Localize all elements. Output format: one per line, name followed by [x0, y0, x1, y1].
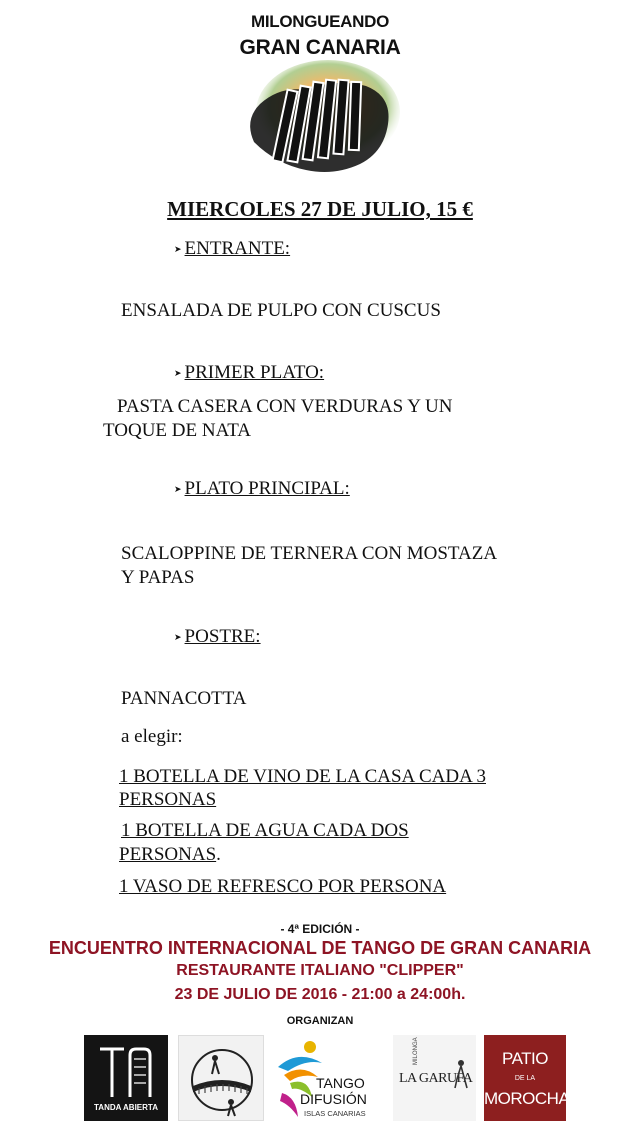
tanda-abierta-label: TANDA ABIERTA — [94, 1103, 158, 1112]
la-garufa-small: MILONGA — [413, 1037, 419, 1065]
arrow-bullet-icon: ➤ — [174, 632, 182, 643]
drink-option-1-line2: PERSONAS — [119, 789, 217, 810]
logo-title-line2: GRAN CANARIA — [239, 36, 401, 59]
patio-line1: PATIO — [502, 1049, 548, 1068]
milongueando-logo — [236, 8, 404, 180]
principal-dish-line2: Y PAPAS — [121, 567, 195, 588]
drink-option-2-period: . — [216, 844, 221, 865]
tango-difusion-line3: ISLAS CANARIAS — [304, 1109, 366, 1118]
tango-couple-icon — [451, 1059, 471, 1089]
tango-difusion-line1: TANGO — [316, 1075, 365, 1091]
drink-option-2-text: PERSONAS — [119, 844, 217, 865]
event-title: ENCUENTRO INTERNACIONAL DE TANGO DE GRAN CANARIA — [48, 938, 592, 958]
section-entrante — [174, 238, 290, 260]
tanda-abierta-icon — [84, 1041, 168, 1103]
section-title: PRIMER PLATO: — [184, 362, 325, 383]
menu-heading: MIERCOLES 27 DE JULIO, 15 € — [167, 197, 473, 221]
principal-dish-line1: SCALOPPINE DE TERNERA CON MOSTAZA — [121, 543, 498, 564]
accordion-island-icon — [236, 60, 404, 180]
arrow-bullet-icon: ➤ — [174, 368, 182, 379]
tango-dancers-icon — [179, 1036, 265, 1122]
postre-dish: PANNACOTTA — [121, 688, 247, 709]
arrow-bullet-icon: ➤ — [174, 244, 182, 255]
section-postre — [174, 626, 261, 648]
la-garufa-logo — [393, 1035, 476, 1121]
tango-difusion-line2: DIFUSIÓN — [300, 1091, 367, 1107]
event-venue: RESTAURANTE ITALIANO "CLIPPER" — [176, 962, 464, 979]
drink-option-1-line1: 1 BOTELLA DE VINO DE LA CASA CADA 3 — [119, 766, 486, 787]
drink-option-2-line2 — [119, 842, 221, 867]
primer-dish-line2: TOQUE DE NATA — [103, 420, 252, 441]
patio-line3: MOROCHA — [484, 1089, 570, 1108]
edition-label: - 4ª EDICIÓN - — [280, 922, 360, 936]
section-title: POSTRE: — [184, 626, 261, 647]
organized-by-label: ORGANIZAN — [286, 1015, 354, 1027]
tango-difusion-logo — [270, 1035, 386, 1121]
event-date-time: 23 DE JULIO DE 2016 - 21:00 a 24:00h. — [174, 986, 466, 1003]
patio-morocha-logo — [484, 1035, 570, 1121]
section-primer-plato — [174, 362, 324, 384]
tanda-abierta-logo — [84, 1035, 168, 1121]
choose-label: a elegir: — [121, 726, 183, 747]
la-garufa-name: LA GARUFA — [399, 1071, 473, 1086]
section-title: PLATO PRINCIPAL: — [184, 478, 350, 499]
entrante-dish: ENSALADA DE PULPO CON CUSCUS — [121, 300, 441, 321]
arrow-bullet-icon: ➤ — [174, 484, 182, 495]
logo-title-line1: MILONGUEANDO — [250, 12, 390, 31]
drink-option-2-line1: 1 BOTELLA DE AGUA CADA DOS — [121, 820, 409, 841]
patio-line2: DE LA — [514, 1075, 536, 1082]
section-plato-principal — [174, 478, 350, 500]
section-title: ENTRANTE: — [184, 238, 291, 259]
drink-option-3: 1 VASO DE REFRESCO POR PERSONA — [119, 876, 447, 897]
tango-circle-logo — [178, 1035, 264, 1121]
primer-dish-line1: PASTA CASERA CON VERDURAS Y UN — [117, 396, 453, 417]
